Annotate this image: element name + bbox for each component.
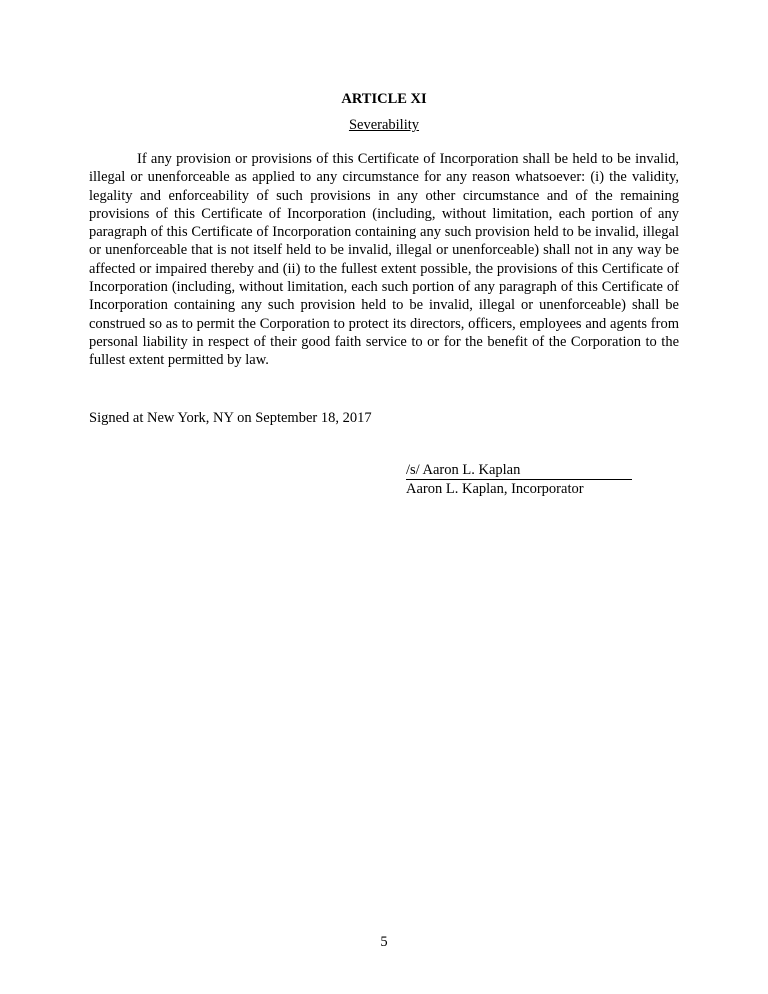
signed-at-line: Signed at New York, NY on September 18, 2017	[89, 410, 372, 426]
signature-text: /s/ Aaron L. Kaplan	[406, 462, 521, 478]
signature-block	[406, 462, 636, 498]
page-number: 5	[380, 934, 388, 950]
signer-title: Aaron L. Kaplan, Incorporator	[406, 481, 584, 497]
article-subtitle: Severability	[348, 117, 420, 133]
article-title: ARTICLE XI	[341, 91, 427, 107]
severability-paragraph: If any provision or provisions of this Certificate of Incorporation shall be held to be invalid, illegal or unenforceable as applied to any circumstance for any reason whatsoever: (i) the validity, legality and enforceability of such provisions in any other circumstance and of the remaining provisions of this Certificate of Incorporation (including, without limitation, each portion of any paragraph of this Certificate of Incorporation containing any such provision held to be invalid, illegal or unenforceable that is not itself held to be invalid, illegal or unenforceable) shall not in any way be affected or impaired thereby and (ii) to the fullest extent possible, the provisions of this Certificate of Incorporation (including, without limitation, each such portion of any paragraph of this Certificate of Incorporation containing any such provision held to be invalid, illegal or unenforceable) shall be construed so as to permit the Corporation to protect its directors, officers, employees and agents from personal liability in respect of their good faith service to or for the benefit of the Corporation to the fullest extent permitted by law.	[89, 151, 679, 369]
signature-line	[406, 462, 632, 480]
article-subtitle-wrapper	[0, 116, 768, 134]
